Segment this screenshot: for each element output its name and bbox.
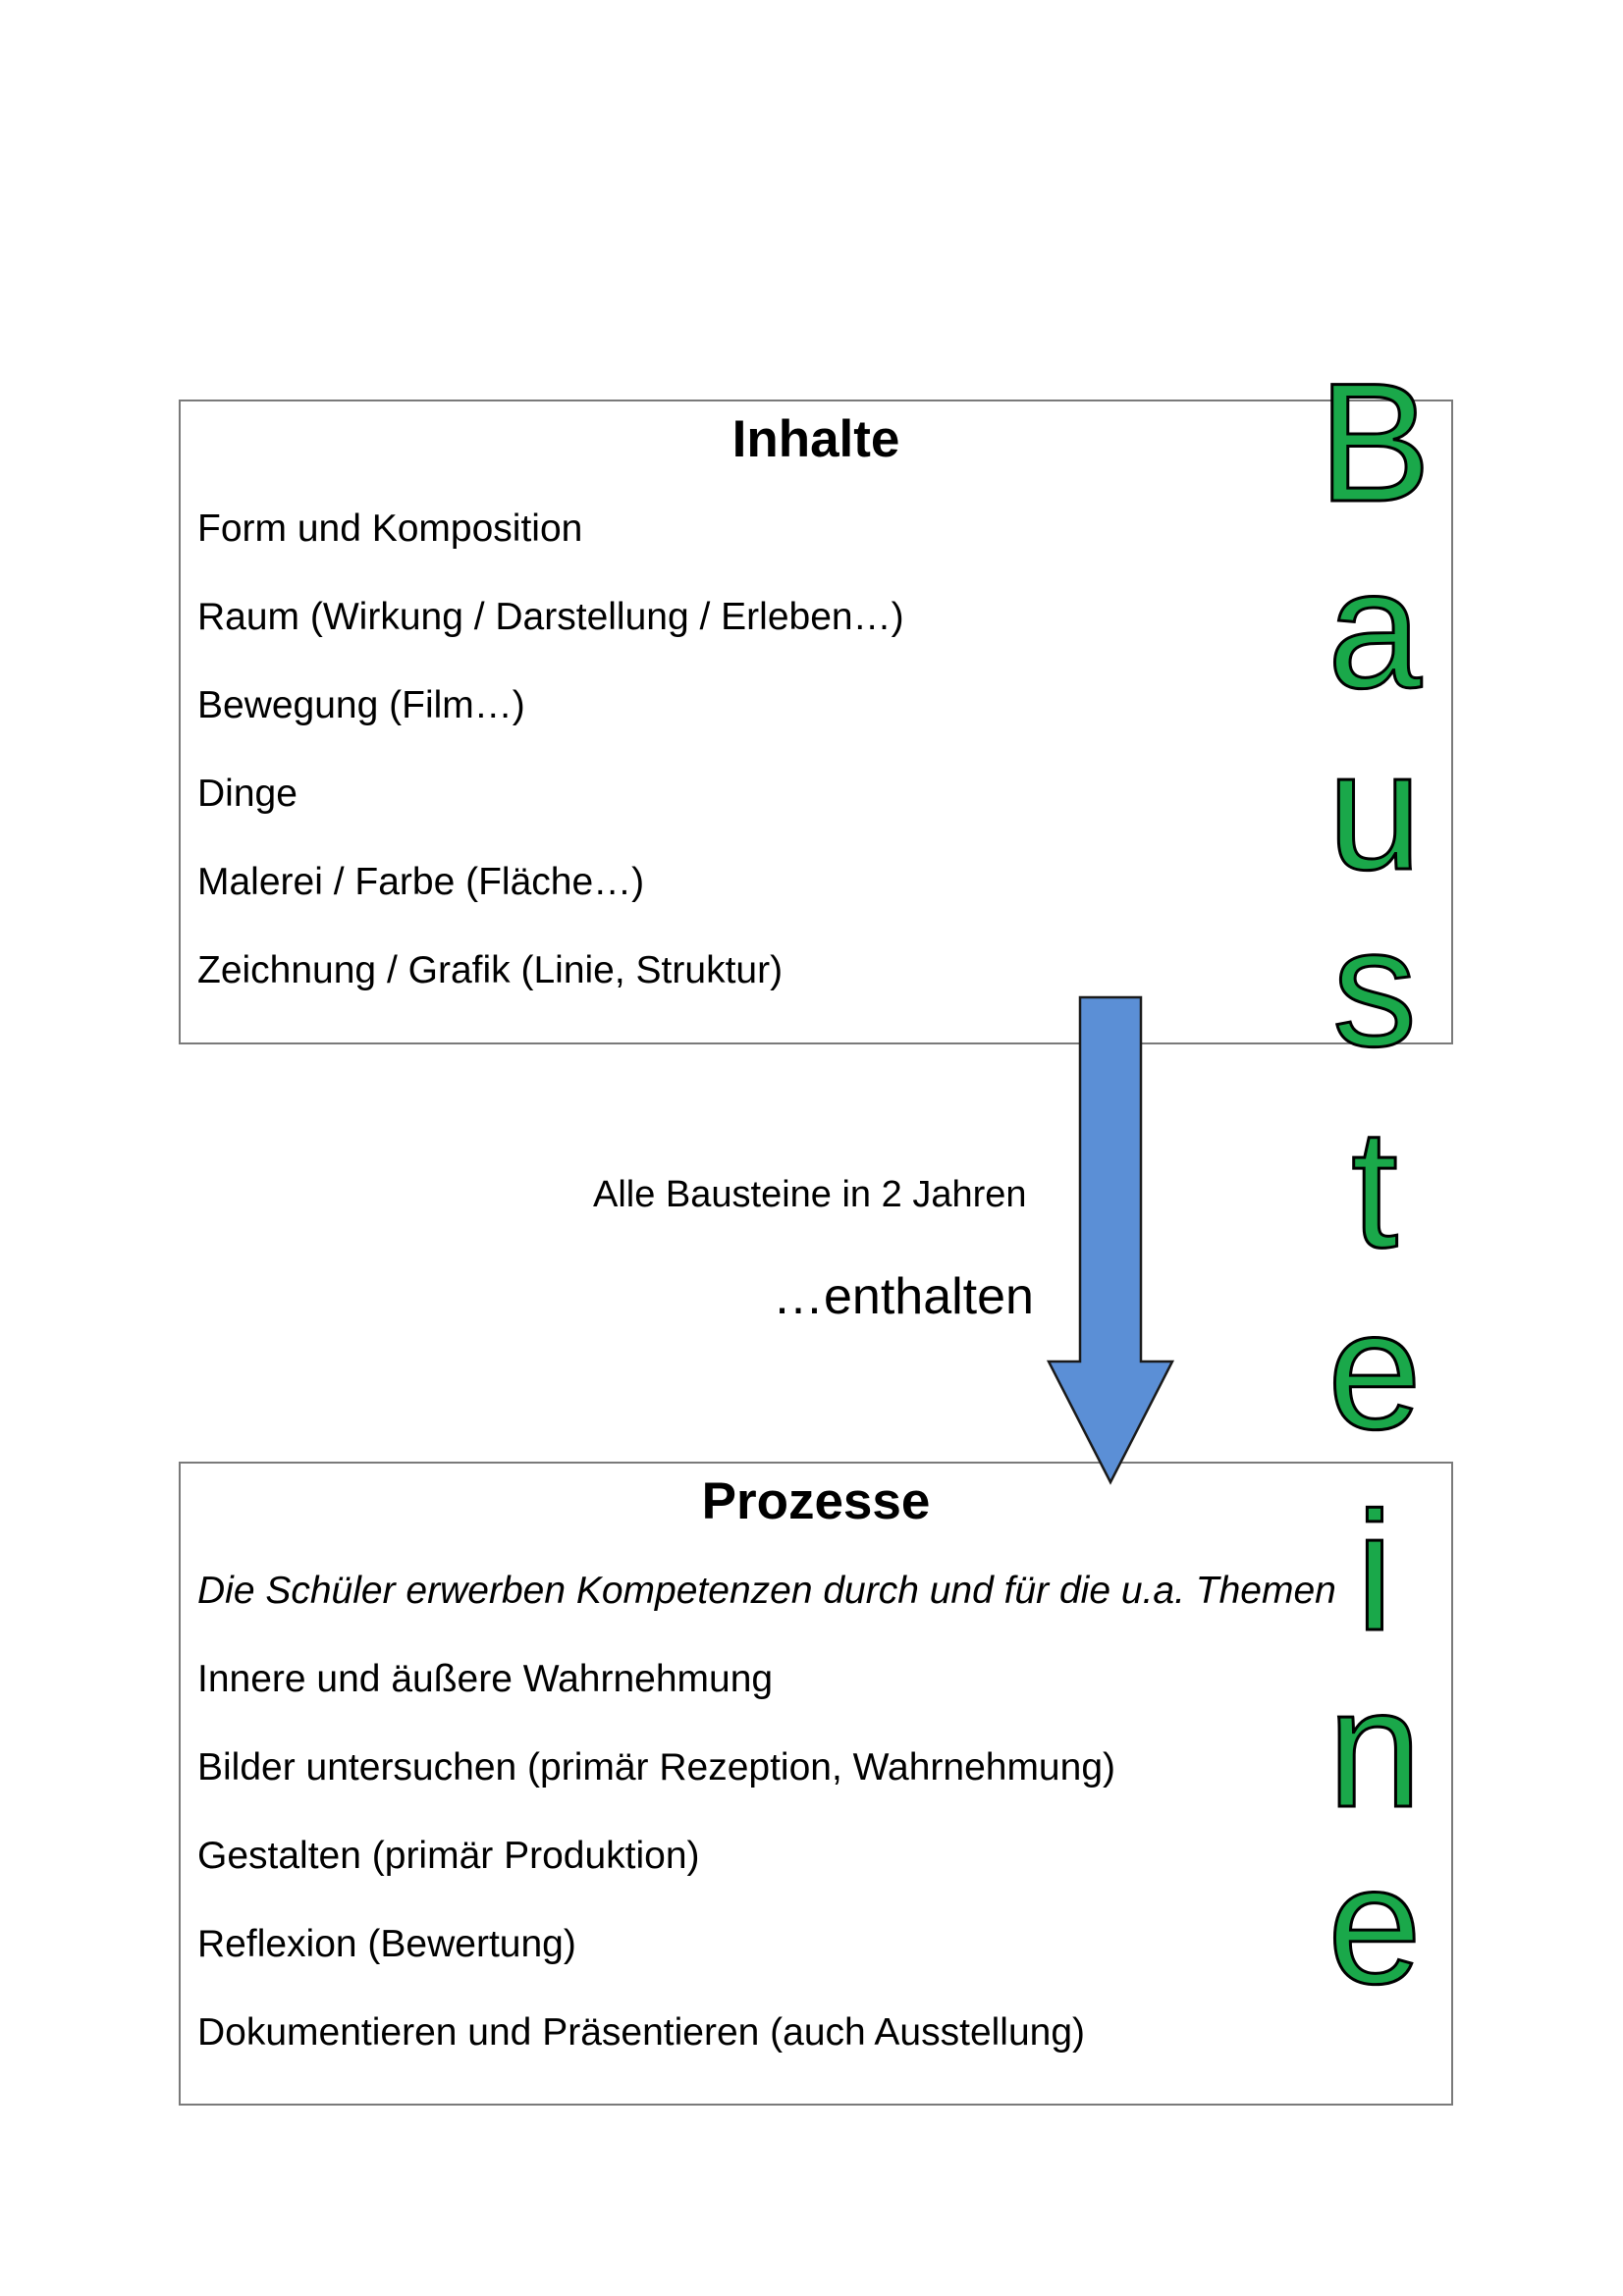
- vertical-letter-5: t: [1351, 1095, 1398, 1283]
- vertical-letter-7: i: [1355, 1477, 1394, 1666]
- prozesse-box: [179, 1462, 1453, 2106]
- vertical-letter-1: B: [1318, 353, 1432, 537]
- inhalte-title: Inhalte: [731, 410, 900, 468]
- prozesse-item-1: Innere und äußere Wahrnehmung: [197, 1658, 774, 1700]
- vertical-letter-6: e: [1327, 1276, 1422, 1465]
- prozesse-item-2: Bilder untersuchen (primär Rezeption, Wahrnehmung): [197, 1746, 1115, 1789]
- middle-enthalten: …enthalten: [773, 1268, 1034, 1325]
- vertical-letter-2: a: [1327, 535, 1422, 723]
- inhalte-box: [179, 400, 1453, 1044]
- prozesse-item-5: Dokumentieren und Präsentieren (auch Ausstellung): [197, 2011, 1086, 2054]
- vertical-word-bausteine: [1316, 353, 1443, 2042]
- inhalte-item-3: Bewegung (Film…): [197, 684, 525, 726]
- inhalte-item-1: Form und Komposition: [197, 507, 583, 550]
- inhalte-item-5: Malerei / Farbe (Fläche…): [197, 861, 645, 903]
- vertical-letter-8: n: [1327, 1654, 1422, 1842]
- prozesse-item-4: Reflexion (Bewertung): [197, 1923, 576, 1965]
- arrow-shape: [1049, 997, 1172, 1482]
- prozesse-item-3: Gestalten (primär Produktion): [197, 1835, 700, 1877]
- vertical-letter-3: u: [1327, 717, 1422, 905]
- prozesse-intro: Die Schüler erwerben Kompetenzen durch und für die u.a. Themen: [197, 1570, 1336, 1612]
- down-arrow-icon: [1041, 991, 1178, 1492]
- vertical-letter-9: e: [1327, 1831, 1422, 2019]
- inhalte-item-6: Zeichnung / Grafik (Linie, Struktur): [197, 949, 784, 991]
- middle-caption: Alle Bausteine in 2 Jahren: [593, 1174, 1027, 1215]
- prozesse-title: Prozesse: [701, 1472, 931, 1530]
- inhalte-item-4: Dinge: [197, 773, 298, 815]
- vertical-letter-4: s: [1332, 893, 1417, 1082]
- inhalte-item-2: Raum (Wirkung / Darstellung / Erleben…): [197, 596, 904, 638]
